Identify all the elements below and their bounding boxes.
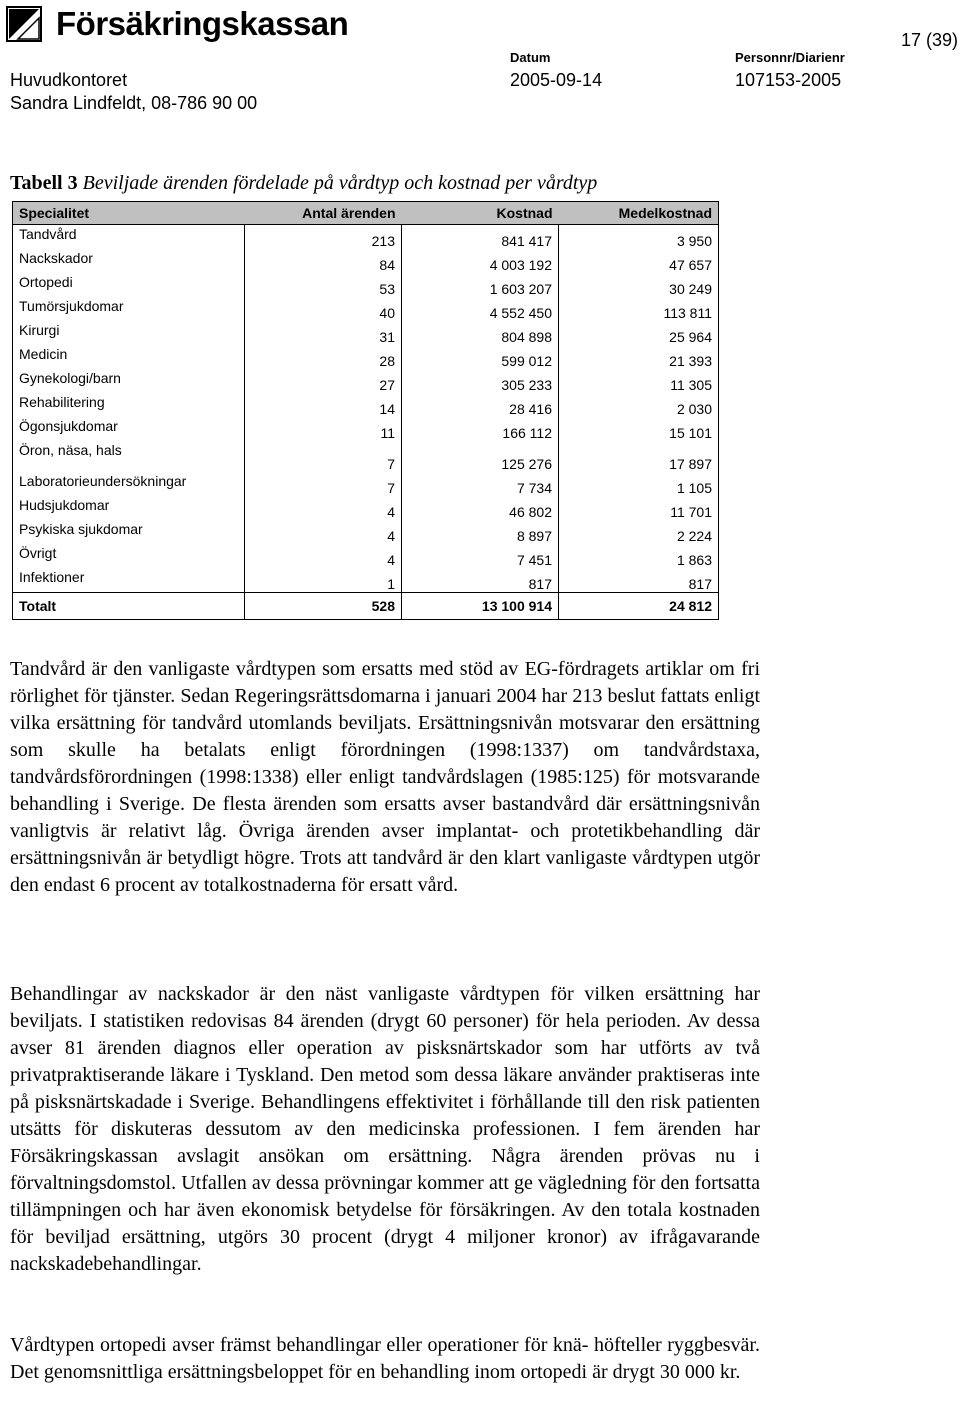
table-cell: 13 100 914 (402, 593, 559, 620)
table-cell: 24 812 (559, 593, 719, 620)
table-cell: Kirurgi (13, 321, 245, 345)
table-cell: 7 (245, 441, 402, 472)
data-table (12, 201, 719, 620)
table-row (13, 417, 719, 441)
table-cell: 14 (245, 393, 402, 417)
logo-text: Försäkringskassan (56, 5, 349, 42)
table-cell: 11 (245, 417, 402, 441)
table-cell: 4 (245, 496, 402, 520)
column-header: Specialitet (13, 202, 245, 225)
table-cell: 817 (559, 568, 719, 593)
paragraph-ortopedi: Vårdtypen ortopedi avser främst behandlingar eller operationer för knä- höfteller ryggbesvär. Det genomsnittliga ersättningsbeloppet för en behandling inom ortopedi är drygt 30 000 kr. (10, 1334, 760, 1383)
table-row (13, 273, 719, 297)
table-cell: 2 030 (559, 393, 719, 417)
table-row (13, 393, 719, 417)
table-cell: 113 811 (559, 297, 719, 321)
table-row (13, 249, 719, 273)
logo (6, 4, 348, 44)
table-cell: 841 417 (402, 225, 559, 250)
table-cell: Ögonsjukdomar (13, 417, 245, 441)
table-cell: 53 (245, 273, 402, 297)
table-cell: 305 233 (402, 369, 559, 393)
table-cell: Tandvård (13, 225, 245, 250)
table-cell: 11 305 (559, 369, 719, 393)
table-cell: Medicin (13, 345, 245, 369)
table-cell: 2 224 (559, 520, 719, 544)
table-title-lead: Tabell 3 (10, 172, 78, 194)
table-cell: 28 (245, 345, 402, 369)
table-cell: 46 802 (402, 496, 559, 520)
table-cell: Öron, näsa, hals (13, 441, 245, 472)
table-cell: 125 276 (402, 441, 559, 472)
table-title-text: Beviljade ärenden fördelade på vårdtyp och kostnad per vårdtyp (77, 172, 598, 194)
table-cell: 166 112 (402, 417, 559, 441)
table-row (13, 472, 719, 496)
table-row (13, 568, 719, 593)
table-total-row (13, 593, 719, 620)
table-cell: 30 249 (559, 273, 719, 297)
logo-mark-icon (6, 6, 42, 42)
author-contact: Sandra Lindfeldt, 08-786 90 00 (10, 93, 258, 113)
table-cell: 25 964 (559, 321, 719, 345)
column-header: Antal ärenden (245, 202, 402, 225)
table-cell: 84 (245, 249, 402, 273)
table-row (13, 441, 719, 472)
table-row (13, 297, 719, 321)
table-row (13, 345, 719, 369)
table-cell: 17 897 (559, 441, 719, 472)
office-name: Huvudkontoret (10, 70, 128, 90)
date-value: 2005-09-14 (510, 70, 603, 90)
table-cell: 3 950 (559, 225, 719, 250)
table-header-row (13, 202, 719, 225)
table-cell: 27 (245, 369, 402, 393)
table-cell: 1 105 (559, 472, 719, 496)
table-row (13, 321, 719, 345)
table-cell: 4 (245, 520, 402, 544)
table-cell: 804 898 (402, 321, 559, 345)
table-cell: Övrigt (13, 544, 245, 568)
table-cell: 1 (245, 568, 402, 593)
table-cell: 8 897 (402, 520, 559, 544)
table-cell: 7 734 (402, 472, 559, 496)
table-cell: 7 (245, 472, 402, 496)
table-cell: 528 (245, 593, 402, 620)
table-cell: 1 863 (559, 544, 719, 568)
table-cell: Laboratorieundersökningar (13, 472, 245, 496)
table-cell: Hudsjukdomar (13, 496, 245, 520)
ref-value: 107153-2005 (735, 70, 842, 90)
table-cell: Tumörsjukdomar (13, 297, 245, 321)
table-cell: 31 (245, 321, 402, 345)
table-cell: 599 012 (402, 345, 559, 369)
table-cell: 11 701 (559, 496, 719, 520)
paragraph-tandvard: Tandvård är den vanligaste vårdtypen som ersatts med stöd av EG-fördragets artiklar om fri rörlighet för tjänster. Sedan Regeringsrättsdomarna i januari 2004 har 213 beslut fattats enligt vilka ersättning för tandvård utomlands beviljats. Ersättningsnivån motsvarar den ersättning som skulle ha betalats enligt förordningen (1998:1337) om tandvårdstaxa, tandvårdsförordningen (1998:1338) eller enligt tandvårdslagen (1985:125) för motsvarande behandling i Sverige. De flesta ärenden som ersatts avser bastandvård där ersättningsnivån vanligtvis är relativt låg. Övriga ärenden avser implantat- och protetikbehandling där ersättningsnivån är betydligt högre. Trots att tandvård är den klart vanligaste vårdtypen utgör den endast 6 procent av totalkostnaderna för ersatt vård. (10, 658, 760, 896)
ref-label: Personnr/Diarienr (735, 50, 845, 65)
table-cell: Nackskador (13, 249, 245, 273)
table-row (13, 496, 719, 520)
table-cell: 15 101 (559, 417, 719, 441)
table-cell: Ortopedi (13, 273, 245, 297)
table-row (13, 225, 719, 250)
table-cell: Psykiska sjukdomar (13, 520, 245, 544)
table-title (10, 172, 597, 195)
page-number: 17 (39) (900, 30, 958, 50)
table-cell: 213 (245, 225, 402, 250)
table-cell: 28 416 (402, 393, 559, 417)
column-header: Kostnad (402, 202, 559, 225)
paragraph-nackskador: Behandlingar av nackskador är den näst vanligaste vårdtypen för vilken ersättning har beviljats. I statistiken redovisas 84 ärenden (drygt 60 personer) för hela perioden. Av dessa avser 81 ärenden diagnos eller operation av pisksnärtskador som har utförts av två privatpraktiserande läkare i Tyskland. Den metod som dessa läkare använder praktiseras inte på pisksnärtskadade i Sverige. Behandlingens effektivitet i förhållande till den risk patienten utsätts för diskuteras dessutom av den medicinska professionen. I fem ärenden har Försäkringskassan avslagit ansökan om ersättning. Några ärenden prövas nu i förvaltningsdomstol. Utfallen av dessa prövningar kommer att ge vägledning för den fortsatta tillämpningen och har även ekonomisk betydelse för försäkringen. Av den totala kostnaden för beviljad ersättning, utgörs 30 procent (drygt 4 miljoner kronor) av ifrågavarande nackskadebehandlingar. (10, 983, 760, 1275)
table-cell: 817 (402, 568, 559, 593)
table-cell: 40 (245, 297, 402, 321)
table-cell: 47 657 (559, 249, 719, 273)
table-cell: 21 393 (559, 345, 719, 369)
table-cell: Rehabilitering (13, 393, 245, 417)
table-cell: 7 451 (402, 544, 559, 568)
table-row (13, 544, 719, 568)
table-cell: Totalt (13, 593, 245, 620)
date-label: Datum (510, 50, 551, 65)
table-row (13, 520, 719, 544)
table-cell: 4 552 450 (402, 297, 559, 321)
table-cell: Infektioner (13, 568, 245, 593)
table-row (13, 369, 719, 393)
table-cell: 4 (245, 544, 402, 568)
column-header: Medelkostnad (559, 202, 719, 225)
table-cell: 4 003 192 (402, 249, 559, 273)
table-cell: 1 603 207 (402, 273, 559, 297)
table-cell: Gynekologi/barn (13, 369, 245, 393)
